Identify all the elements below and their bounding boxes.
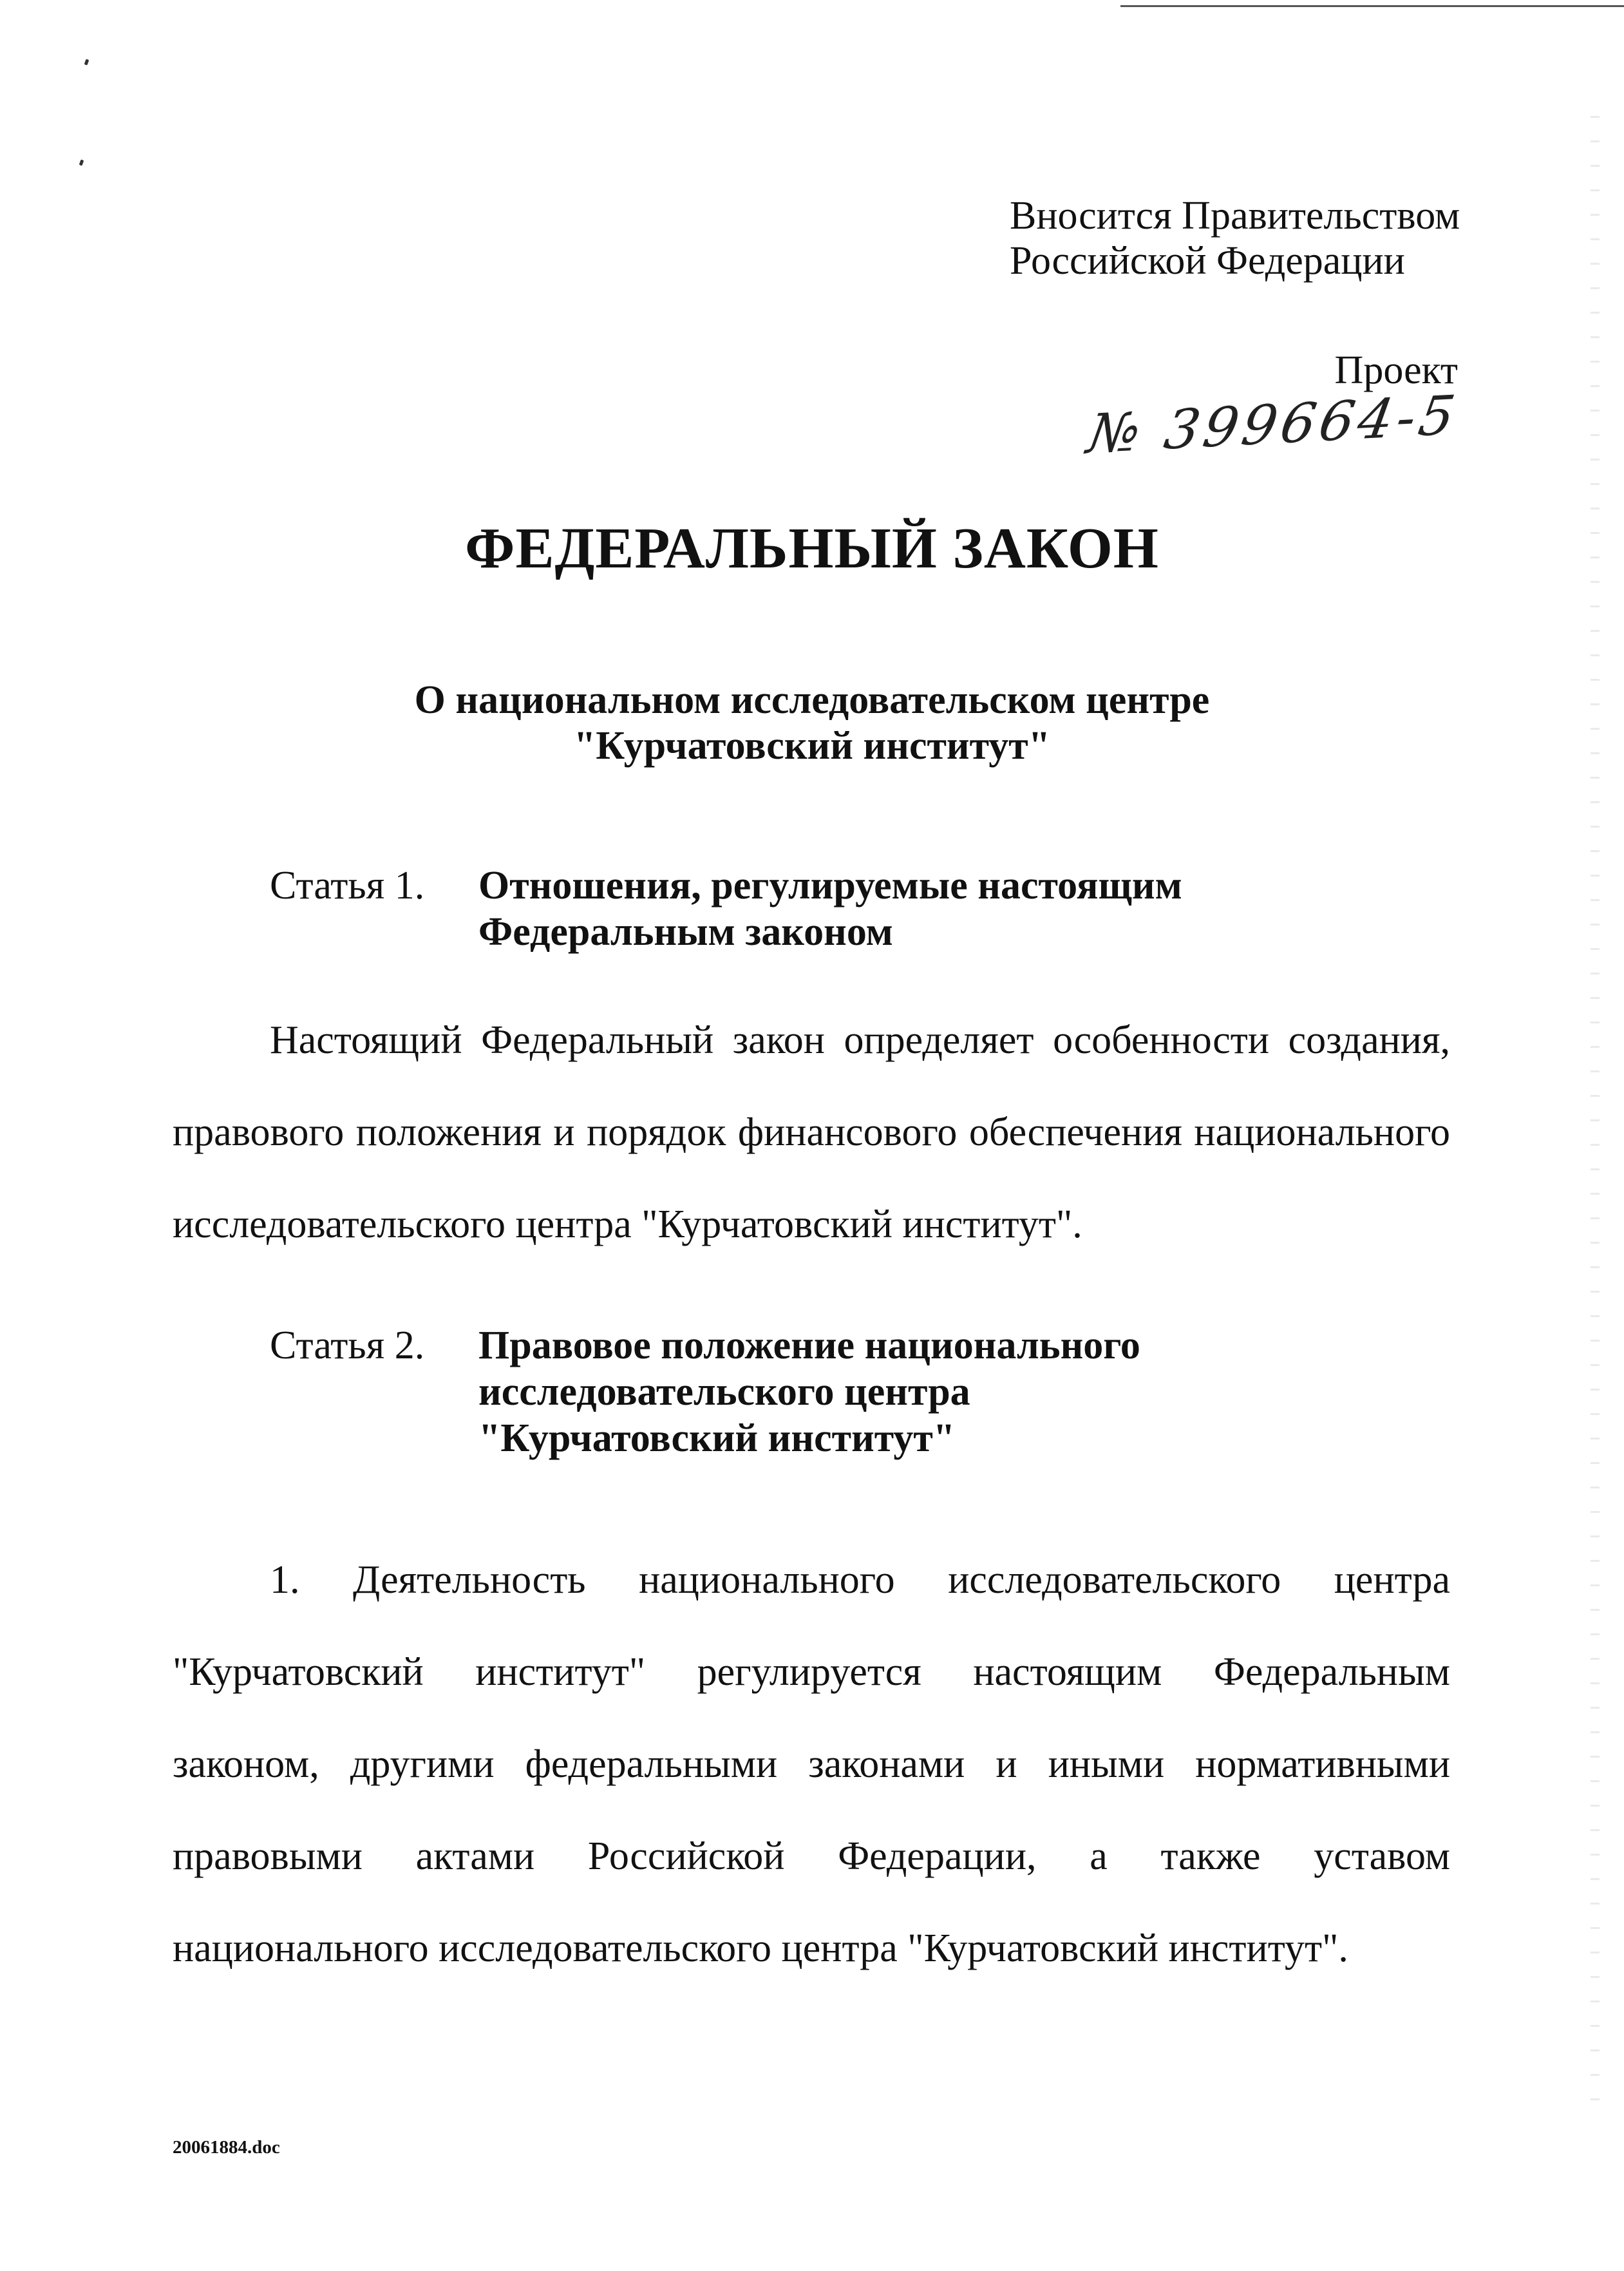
scan-edge-specks (1591, 116, 1600, 2113)
article-2-heading-line: Правовое положение национального (478, 1324, 1140, 1367)
article-2-heading-line: "Курчатовский институт" (478, 1416, 956, 1460)
article-2-body-line: правовыми актами Российской Федерации, а также уставом (173, 1834, 1450, 1878)
article-2-body-line: "Курчатовский институт" регулируется настоящим Федеральным (173, 1650, 1450, 1694)
article-1-body-line: правового положения и порядок финансового обеспечения национального (173, 1110, 1450, 1154)
scan-top-rule (1120, 5, 1624, 7)
scan-speck (84, 59, 90, 65)
article-2-body-line: 1. Деятельность национального исследовательского центра (270, 1558, 1450, 1602)
subtitle-line-2: "Курчатовский институт" (573, 724, 1051, 768)
article-1-heading-line: Отношения, регулируемые настоящим (478, 864, 1182, 907)
article-1-label: Статья 1. (270, 864, 425, 907)
submitter-line-2: Российской Федерации (1010, 239, 1405, 283)
document-title: ФЕДЕРАЛЬНЫЙ ЗАКОН (465, 517, 1159, 580)
footer-filename: 20061884.doc (173, 2137, 280, 2158)
subtitle-line-1: О национальном исследовательском центре (414, 678, 1210, 722)
article-2-body-line: национального исследовательского центра "Курчатовский институт". (173, 1926, 1348, 1970)
article-1-body-line: Настоящий Федеральный закон определяет особенности создания, (270, 1018, 1450, 1062)
scan-speck (79, 159, 84, 166)
handwritten-registration-number: № 399664-5 (1083, 383, 1464, 466)
draft-status: Проект (1334, 348, 1458, 392)
article-1-body-line: исследовательского центра "Курчатовский институт". (173, 1202, 1082, 1246)
article-1-heading-line: Федеральным законом (478, 910, 893, 954)
article-2-body-line: законом, другими федеральными законами и иными нормативными (173, 1742, 1450, 1786)
submitter-line-1: Вносится Правительством (1010, 194, 1460, 238)
article-2-label: Статья 2. (270, 1324, 425, 1367)
article-2-heading-line: исследовательского центра (478, 1370, 970, 1414)
